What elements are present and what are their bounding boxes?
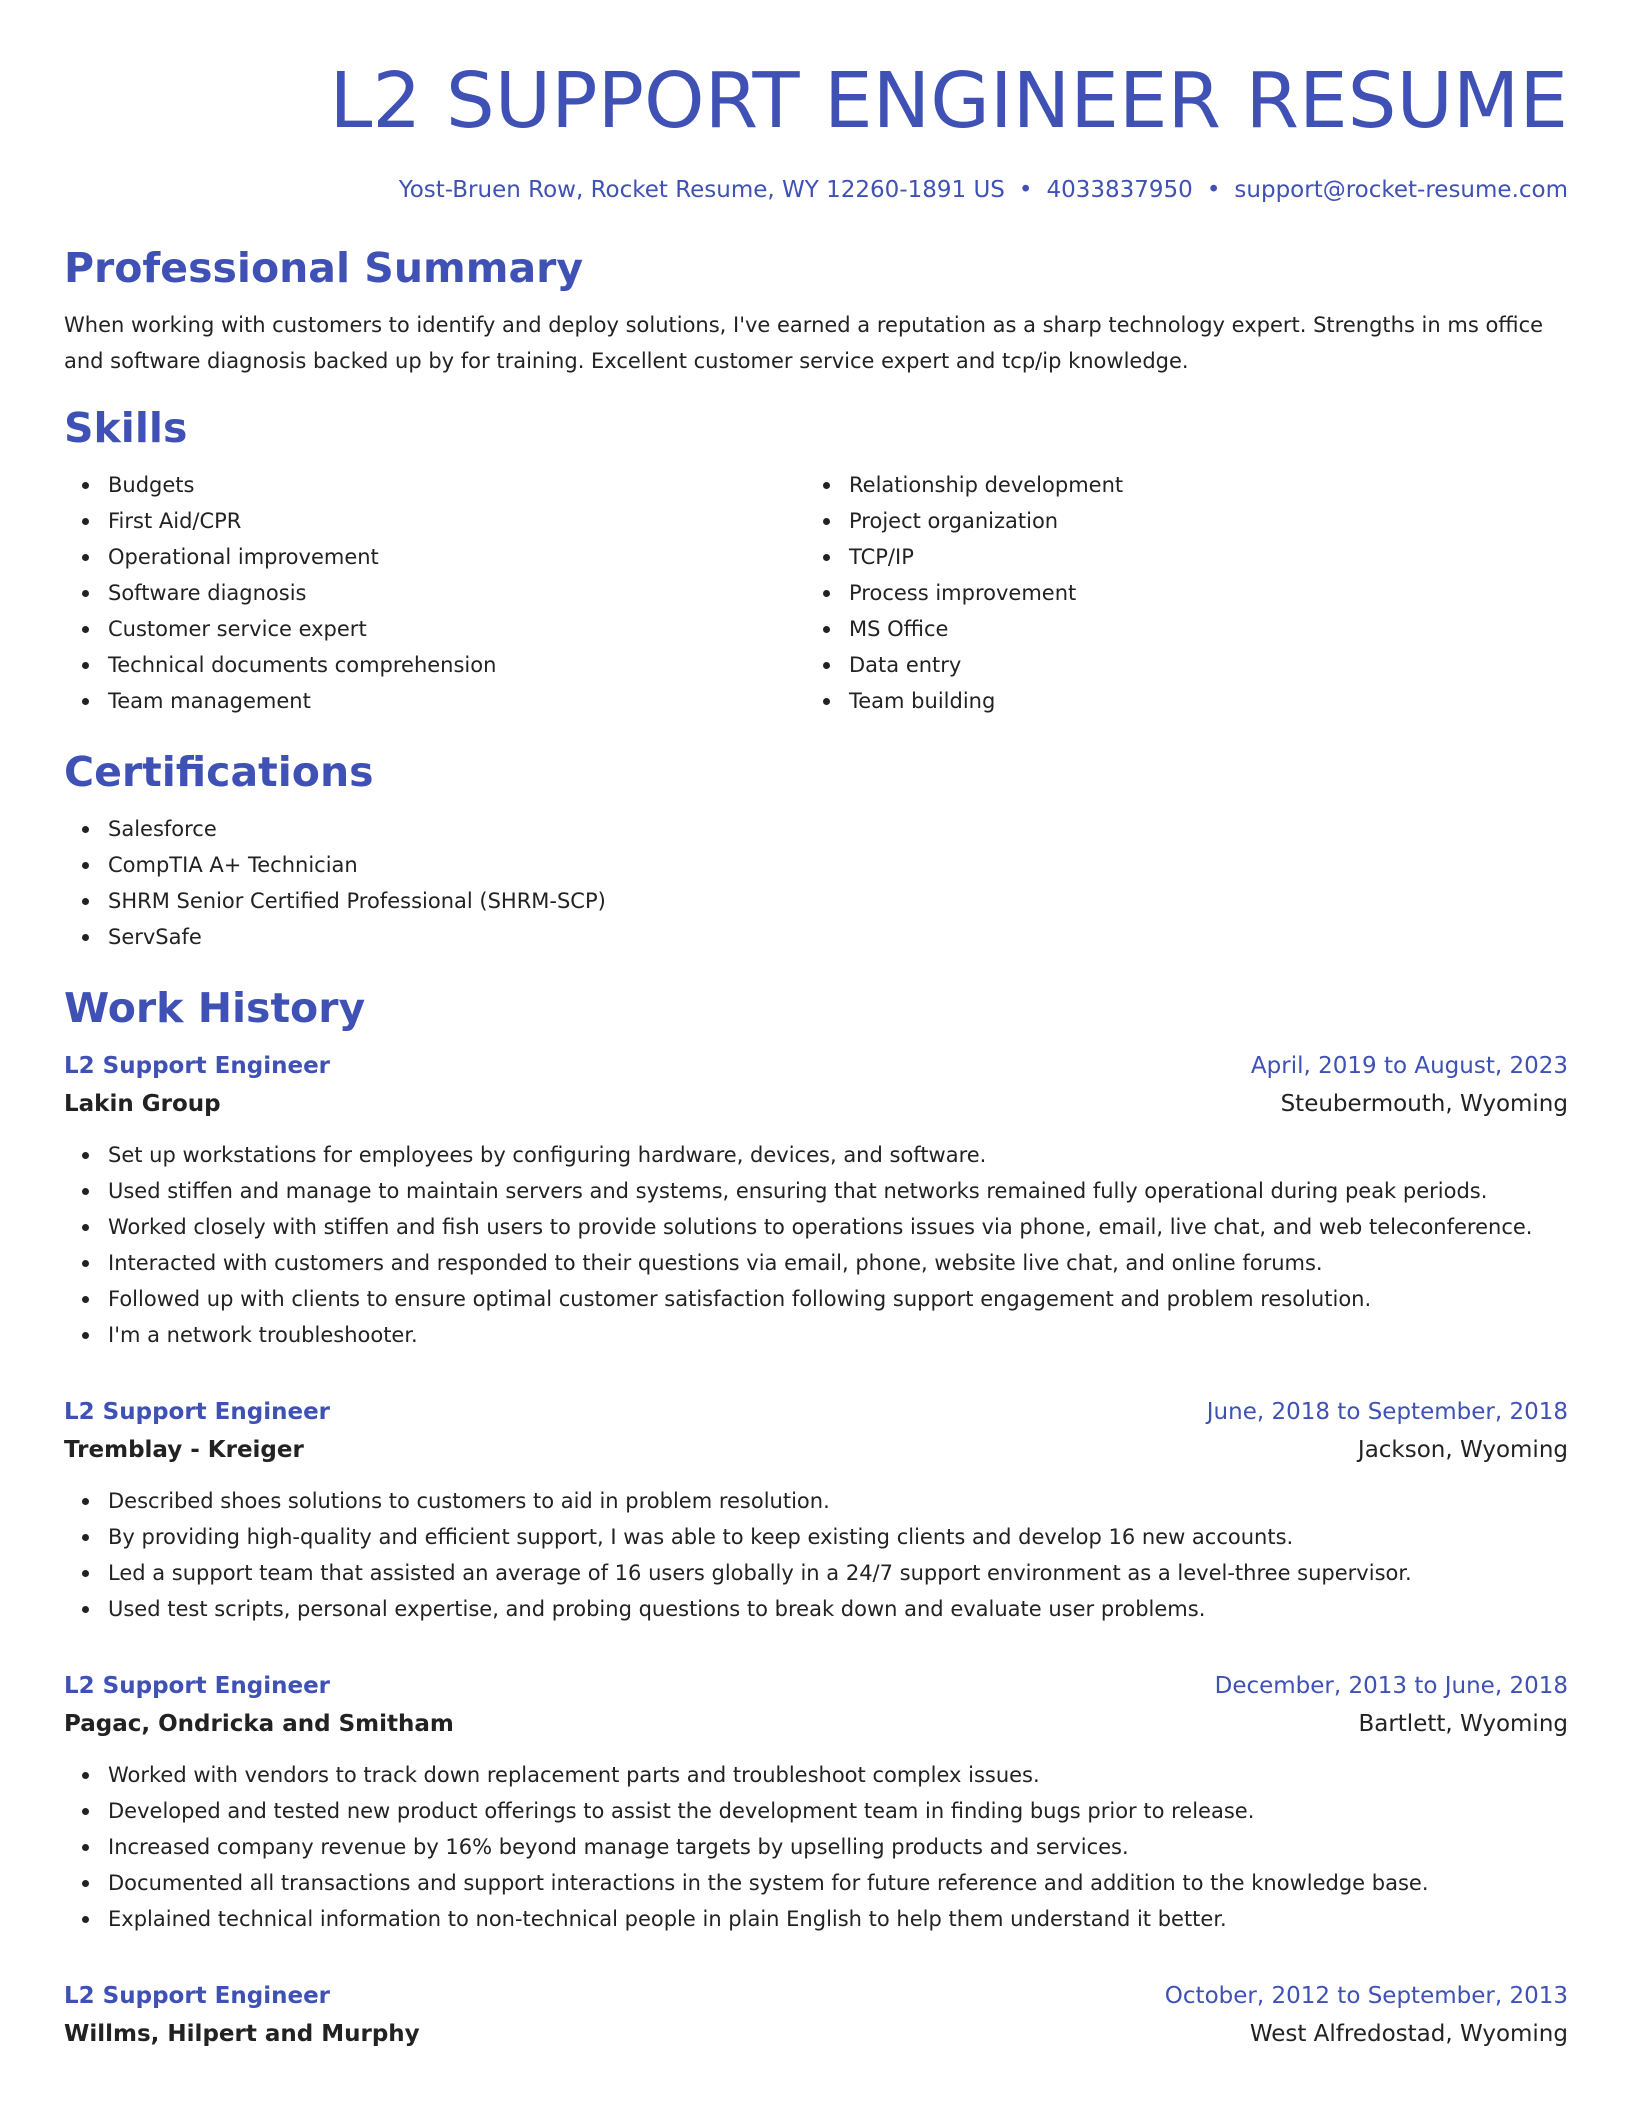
skill-item: Relationship development: [849, 467, 1546, 503]
job-company: Pagac, Ondricka and Smitham: [64, 1711, 454, 1737]
resume-page: [64, 0, 1568, 2053]
certification-item: SHRM Senior Certified Professional (SHRM-SCP): [108, 883, 1568, 919]
skill-item: Data entry: [849, 647, 1546, 683]
job-duty-item: I'm a network troubleshooter.: [108, 1317, 1568, 1353]
job-company-row: [64, 2015, 1568, 2053]
certifications-heading: Certifications: [64, 748, 374, 796]
job-entry: [64, 1977, 1568, 2053]
job-dates: June, 2018 to September, 2018: [1206, 1399, 1568, 1425]
skill-item: Process improvement: [849, 575, 1546, 611]
job-duties-list: [64, 1137, 1568, 1353]
work-history-heading: Work History: [64, 984, 366, 1032]
skills-heading: Skills: [64, 404, 188, 452]
skill-item: Budgets: [108, 467, 805, 503]
job-duty-item: Described shoes solutions to customers to aid in problem resolution.: [108, 1483, 1568, 1519]
certification-item: CompTIA A+ Technician: [108, 847, 1568, 883]
job-location: West Alfredostad, Wyoming: [1249, 2021, 1568, 2047]
contact-line: [64, 175, 1568, 205]
job-entry: [64, 1667, 1568, 1937]
job-company: Willms, Hilpert and Murphy: [64, 2021, 420, 2047]
job-location: Bartlett, Wyoming: [1358, 1711, 1568, 1737]
job-title: L2 Support Engineer: [64, 1983, 331, 2009]
certification-item: ServSafe: [108, 919, 1568, 955]
skill-item: First Aid/CPR: [108, 503, 805, 539]
job-title: L2 Support Engineer: [64, 1053, 331, 1079]
job-duties-list: [64, 1757, 1568, 1937]
job-duty-item: Used test scripts, personal expertise, and probing questions to break down and evaluate user problems.: [108, 1591, 1568, 1627]
job-location: Jackson, Wyoming: [1357, 1437, 1568, 1463]
skill-item: Team management: [108, 683, 805, 719]
skills-list: [64, 467, 1568, 719]
job-duty-item: Led a support team that assisted an average of 16 users globally in a 24/7 support environment as a level-three supervisor.: [108, 1555, 1568, 1591]
job-header-row: [64, 1393, 1568, 1431]
job-duty-item: Worked with vendors to track down replacement parts and troubleshoot complex issues.: [108, 1757, 1568, 1793]
contact-address: Yost-Bruen Row, Rocket Resume, WY 12260-1891 US: [398, 177, 1005, 203]
skill-item: Customer service expert: [108, 611, 805, 647]
job-dates: December, 2013 to June, 2018: [1214, 1673, 1568, 1699]
skill-item: TCP/IP: [849, 539, 1546, 575]
skill-item: Operational improvement: [108, 539, 805, 575]
job-title: L2 Support Engineer: [64, 1399, 331, 1425]
job-title: L2 Support Engineer: [64, 1673, 331, 1699]
skill-item: Project organization: [849, 503, 1546, 539]
resume-title: L2 SUPPORT ENGINEER RESUME: [329, 57, 1568, 146]
job-header-row: [64, 1667, 1568, 1705]
certifications-list: [64, 811, 1568, 955]
job-company-row: [64, 1705, 1568, 1743]
job-company-row: [64, 1085, 1568, 1123]
certification-item: Salesforce: [108, 811, 1568, 847]
skills-column-right: [805, 467, 1546, 719]
job-dates: April, 2019 to August, 2023: [1250, 1053, 1568, 1079]
job-duty-item: Developed and tested new product offerings to assist the development team in finding bugs prior to release.: [108, 1793, 1568, 1829]
job-duty-item: Followed up with clients to ensure optimal customer satisfaction following support engagement and problem resolution.: [108, 1281, 1568, 1317]
job-duty-item: Interacted with customers and responded to their questions via email, phone, website live chat, and online forums.: [108, 1245, 1568, 1281]
job-entry: [64, 1393, 1568, 1627]
job-duty-item: By providing high-quality and efficient support, I was able to keep existing clients and develop 16 new accounts.: [108, 1519, 1568, 1555]
summary-heading: Professional Summary: [64, 244, 584, 292]
skills-column-left: [64, 467, 805, 719]
job-dates: October, 2012 to September, 2013: [1164, 1983, 1568, 2009]
skill-item: Technical documents comprehension: [108, 647, 805, 683]
summary-text: When working with customers to identify and deploy solutions, I've earned a reputation as a sharp technology expert. Strengths in ms office and software diagnosis backed up by for training. Excellent customer service expert and tcp/ip knowledge.: [64, 313, 1544, 373]
job-duty-item: Set up workstations for employees by configuring hardware, devices, and software.: [108, 1137, 1568, 1173]
job-entry: [64, 1047, 1568, 1353]
contact-phone[interactable]: 4033837950: [1046, 177, 1193, 203]
job-header-row: [64, 1977, 1568, 2015]
job-duty-item: Increased company revenue by 16% beyond manage targets by upselling products and services.: [108, 1829, 1568, 1865]
skill-item: Team building: [849, 683, 1546, 719]
job-location: Steubermouth, Wyoming: [1280, 1091, 1568, 1117]
job-company: Tremblay - Kreiger: [64, 1437, 304, 1463]
job-duty-item: Worked closely with stiffen and fish users to provide solutions to operations issues via phone, email, live chat, and web teleconference.: [108, 1209, 1568, 1245]
skill-item: Software diagnosis: [108, 575, 805, 611]
job-header-row: [64, 1047, 1568, 1085]
contact-separator: •: [1018, 177, 1033, 203]
skill-item: MS Office: [849, 611, 1546, 647]
job-company-row: [64, 1431, 1568, 1469]
job-duty-item: Explained technical information to non-technical people in plain English to help them understand it better.: [108, 1901, 1568, 1937]
job-duties-list: [64, 1483, 1568, 1627]
job-duty-item: Used stiffen and manage to maintain servers and systems, ensuring that networks remained fully operational during peak periods.: [108, 1173, 1568, 1209]
job-duty-item: Documented all transactions and support interactions in the system for future reference and addition to the knowledge base.: [108, 1865, 1568, 1901]
contact-email[interactable]: support@rocket-resume.com: [1234, 177, 1568, 203]
contact-separator: •: [1206, 177, 1221, 203]
job-company: Lakin Group: [64, 1091, 221, 1117]
